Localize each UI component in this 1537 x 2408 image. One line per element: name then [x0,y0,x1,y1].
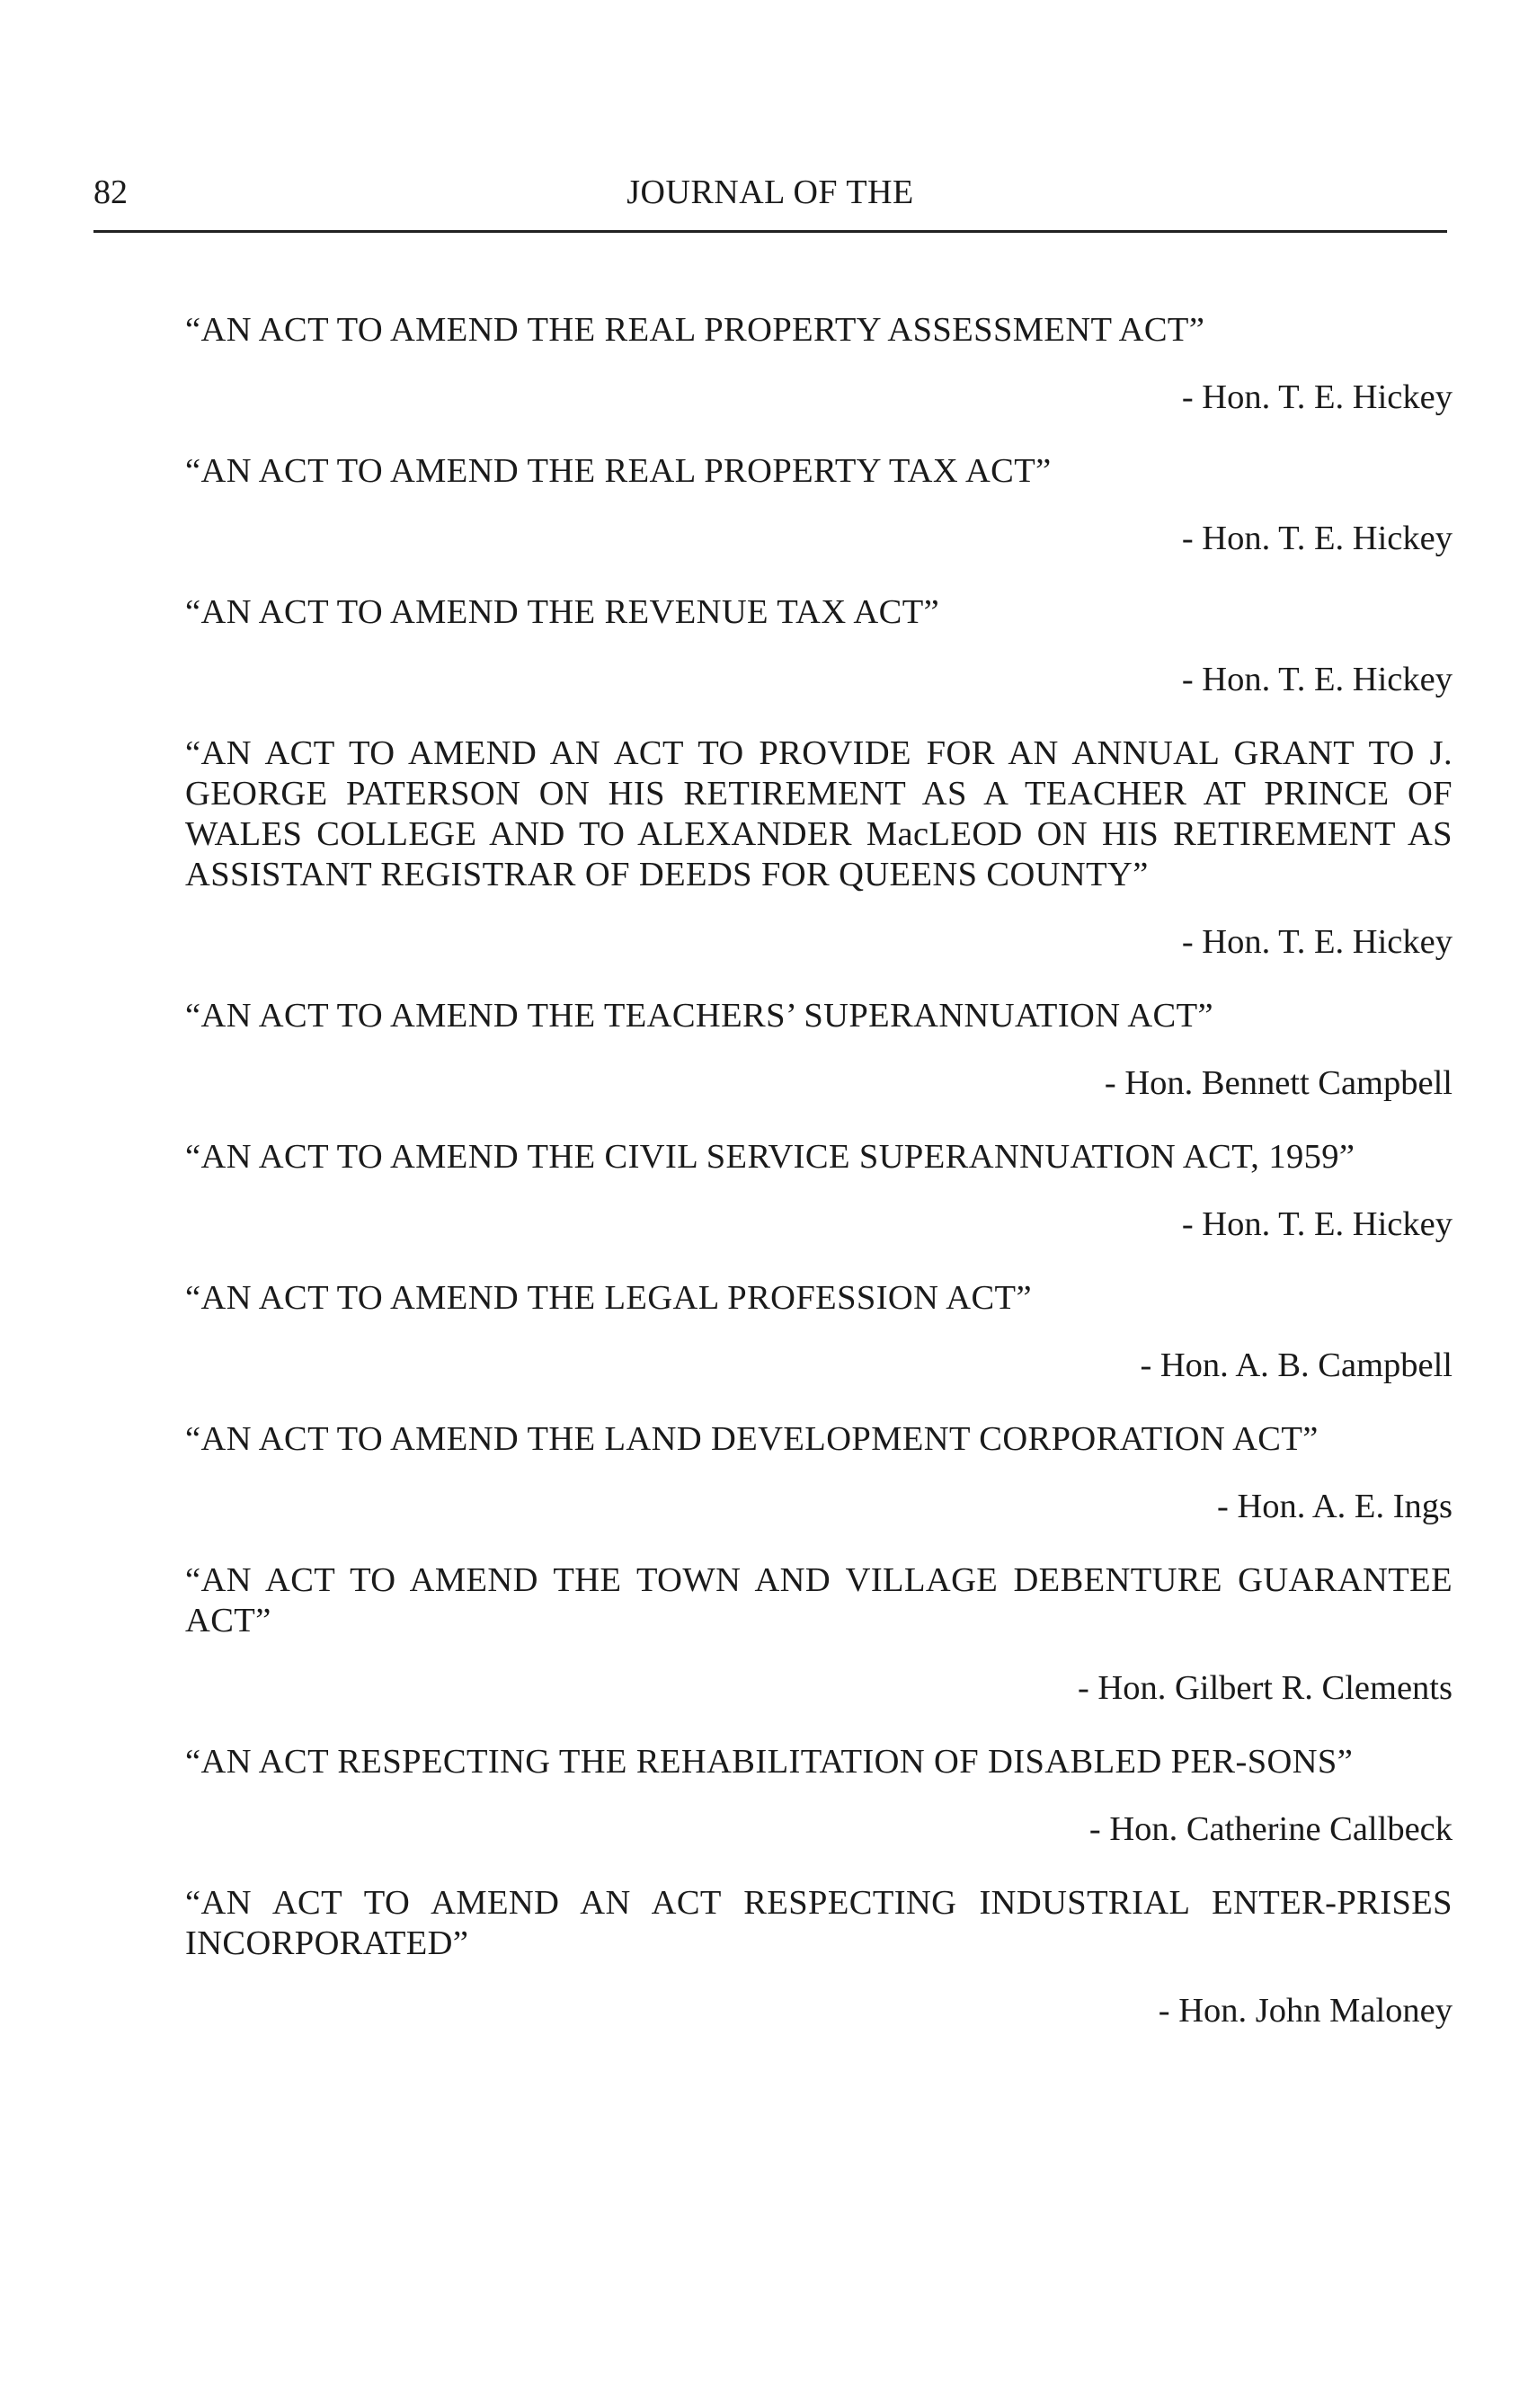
bill-entry [185,733,1453,963]
bill-entry [185,592,1453,700]
act-title: “AN ACT TO AMEND THE TEACHERS’ SUPERANNUATION ACT” [185,997,1214,1035]
bill-entry [185,451,1453,559]
act-title: “AN ACT TO AMEND THE CIVIL SERVICE SUPERANNUATION ACT, 1959” [185,1138,1355,1176]
sponsor-name: - Hon. Gilbert R. Clements [1077,1669,1453,1707]
sponsor-name: - Hon. A. B. Campbell [1140,1346,1453,1384]
bill-entry [185,1560,1453,1709]
act-title: “AN ACT TO AMEND THE REAL PROPERTY ASSESSMENT ACT” [185,311,1205,349]
bill-list [185,310,1453,2065]
sponsor-name: - Hon. T. E. Hickey [1181,520,1453,557]
sponsor-name: - Hon. T. E. Hickey [1181,661,1453,698]
sponsor-name: - Hon. Bennett Campbell [1104,1064,1453,1102]
bill-entry [185,1419,1453,1527]
act-title: “AN ACT RESPECTING THE REHABILITATION OF DISABLED PER-SONS” [185,1743,1354,1781]
act-title: “AN ACT TO AMEND THE LEGAL PROFESSION ACT” [185,1279,1032,1317]
sponsor-name: - Hon. T. E. Hickey [1181,923,1453,961]
sponsor-name: - Hon. John Maloney [1158,1992,1453,2030]
act-title: “AN ACT TO AMEND AN ACT RESPECTING INDUSTRIAL ENTER-PRISES INCORPORATED” [185,1884,1453,1962]
act-title: “AN ACT TO AMEND THE LAND DEVELOPMENT CORPORATION ACT” [185,1420,1319,1458]
sponsor-name: - Hon. A. E. Ings [1217,1488,1453,1525]
bill-entry [185,310,1453,418]
sponsor-name: - Hon. T. E. Hickey [1181,378,1453,416]
act-title: “AN ACT TO AMEND THE REAL PROPERTY TAX ACT” [185,452,1052,490]
bill-entry [185,1742,1453,1850]
act-title: “AN ACT TO AMEND THE TOWN AND VILLAGE DEBENTURE GUARANTEE ACT” [185,1561,1453,1639]
act-title: “AN ACT TO AMEND AN ACT TO PROVIDE FOR AN ANNUAL GRANT TO J. GEORGE PATERSON ON HIS RETIREMENT AS A TEACHER AT PRINCE OF WALES COLLEGE AND TO ALEXANDER MacLEOD ON HIS RETIREMENT AS ASSISTANT REGISTRAR OF DEEDS FOR QUEENS COUNTY” [185,734,1453,893]
running-head: JOURNAL OF THE [626,173,914,211]
sponsor-name: - Hon. T. E. Hickey [1181,1205,1453,1243]
bill-entry [185,1278,1453,1386]
bill-entry [185,1883,1453,2031]
page-number: 82 [93,173,128,211]
sponsor-name: - Hon. Catherine Callbeck [1088,1810,1453,1848]
bill-entry [185,996,1453,1104]
page-header [93,173,1447,233]
act-title: “AN ACT TO AMEND THE REVENUE TAX ACT” [185,593,940,631]
bill-entry [185,1137,1453,1245]
